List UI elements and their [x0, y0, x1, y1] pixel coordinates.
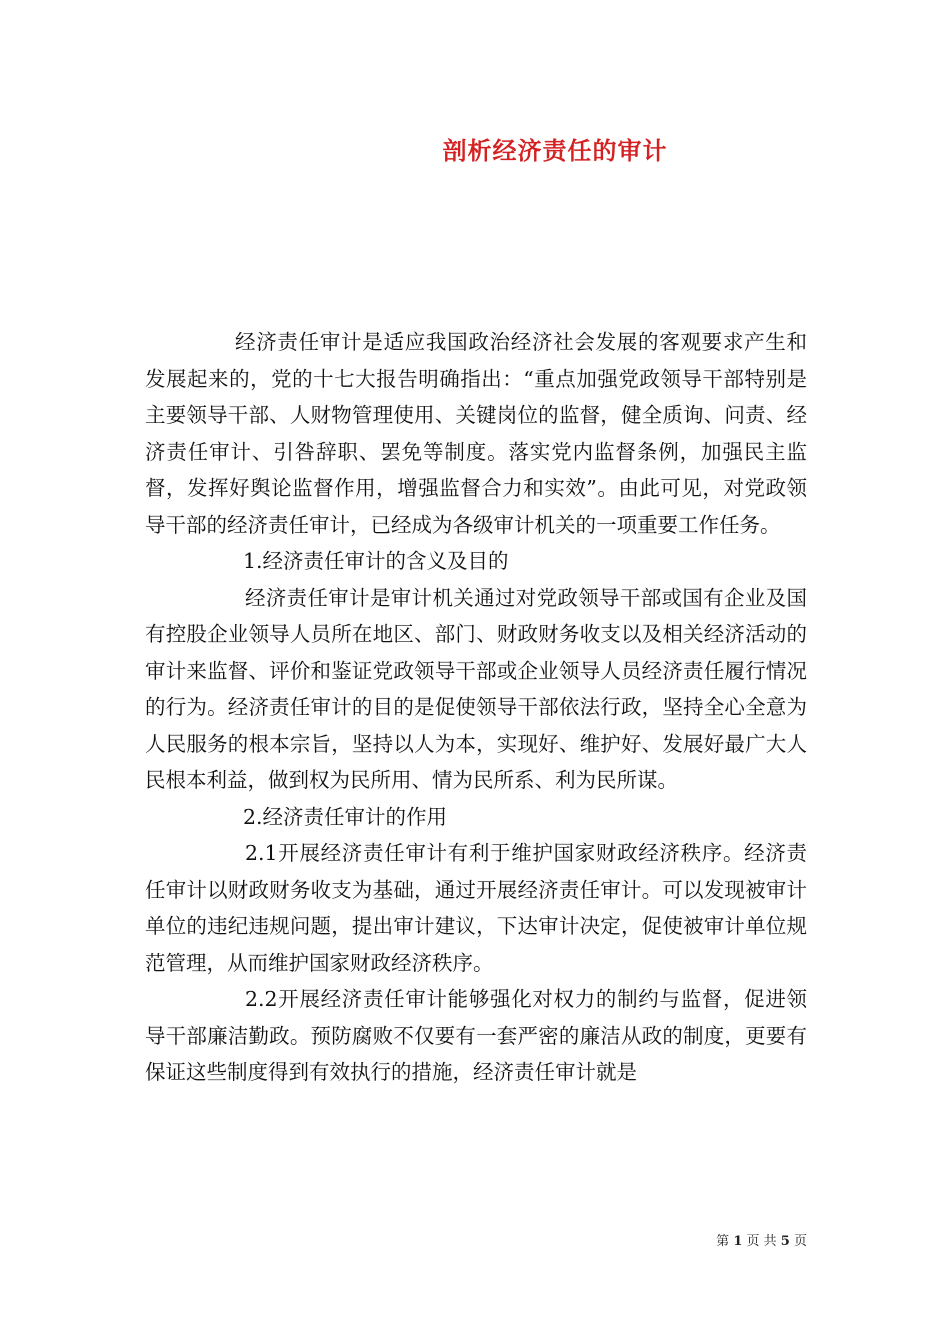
paragraph-2-2: 2.2开展经济责任审计能够强化对权力的制约与监督，促进领导干部廉洁勤政。预防腐败不仅要有一套严密的廉洁从政的制度，更要有保证这些制度得到有效执行的措施，经济责任审计就是: [145, 987, 807, 1084]
footer-middle: 页 共: [746, 1234, 777, 1249]
footer-current-page: 1: [733, 1234, 743, 1249]
paragraph-2-1: 2.1开展经济责任审计有利于维护国家财政经济秩序。经济责任审计以财政财务收支为基础，通过开展经济责任审计。可以发现被审计单位的违纪违规问题，提出审计建议，下达审计决定，促使被审计单位规范管理，从而维护国家财政经济秩序。: [145, 841, 807, 975]
paragraph-intro: 经济责任审计是适应我国政治经济社会发展的客观要求产生和发展起来的，党的十七大报告明确指出：“重点加强党政领导干部特别是主要领导干部、人财物管理使用、关键岗位的监督，健全质询、问责、经济责任审计、引咎辞职、罢免等制度。落实党内监督条例，加强民主监督，发挥好舆论监督作用，增强监督合力和实效”。由此可见，对党政领导干部的经济责任审计，已经成为各级审计机关的一项重要工作任务。: [145, 330, 807, 537]
footer-total-pages: 5: [780, 1234, 790, 1249]
page-number-footer: [716, 1233, 807, 1251]
footer-prefix: 第: [716, 1234, 730, 1249]
section-heading-1: 1.经济责任审计的含义及目的: [243, 549, 509, 573]
document-body: [145, 324, 807, 1091]
paragraph-definition: 经济责任审计是审计机关通过对党政领导干部或国有企业及国有控股企业领导人员所在地区、部门、财政财务收支以及相关经济活动的审计来监督、评价和鉴证党政领导干部或企业领导人员经济责任履行情况的行为。经济责任审计的目的是促使领导干部依法行政，坚持全心全意为人民服务的根本宗旨，坚持以人为本，实现好、维护好、发展好最广大人民根本利益，做到权为民所用、情为民所系、利为民所谋。: [145, 585, 807, 792]
section-heading-2: 2.经济责任审计的作用: [243, 804, 448, 829]
footer-suffix: 页: [793, 1234, 807, 1249]
document-title: 剖析经济责任的审计: [442, 136, 668, 165]
